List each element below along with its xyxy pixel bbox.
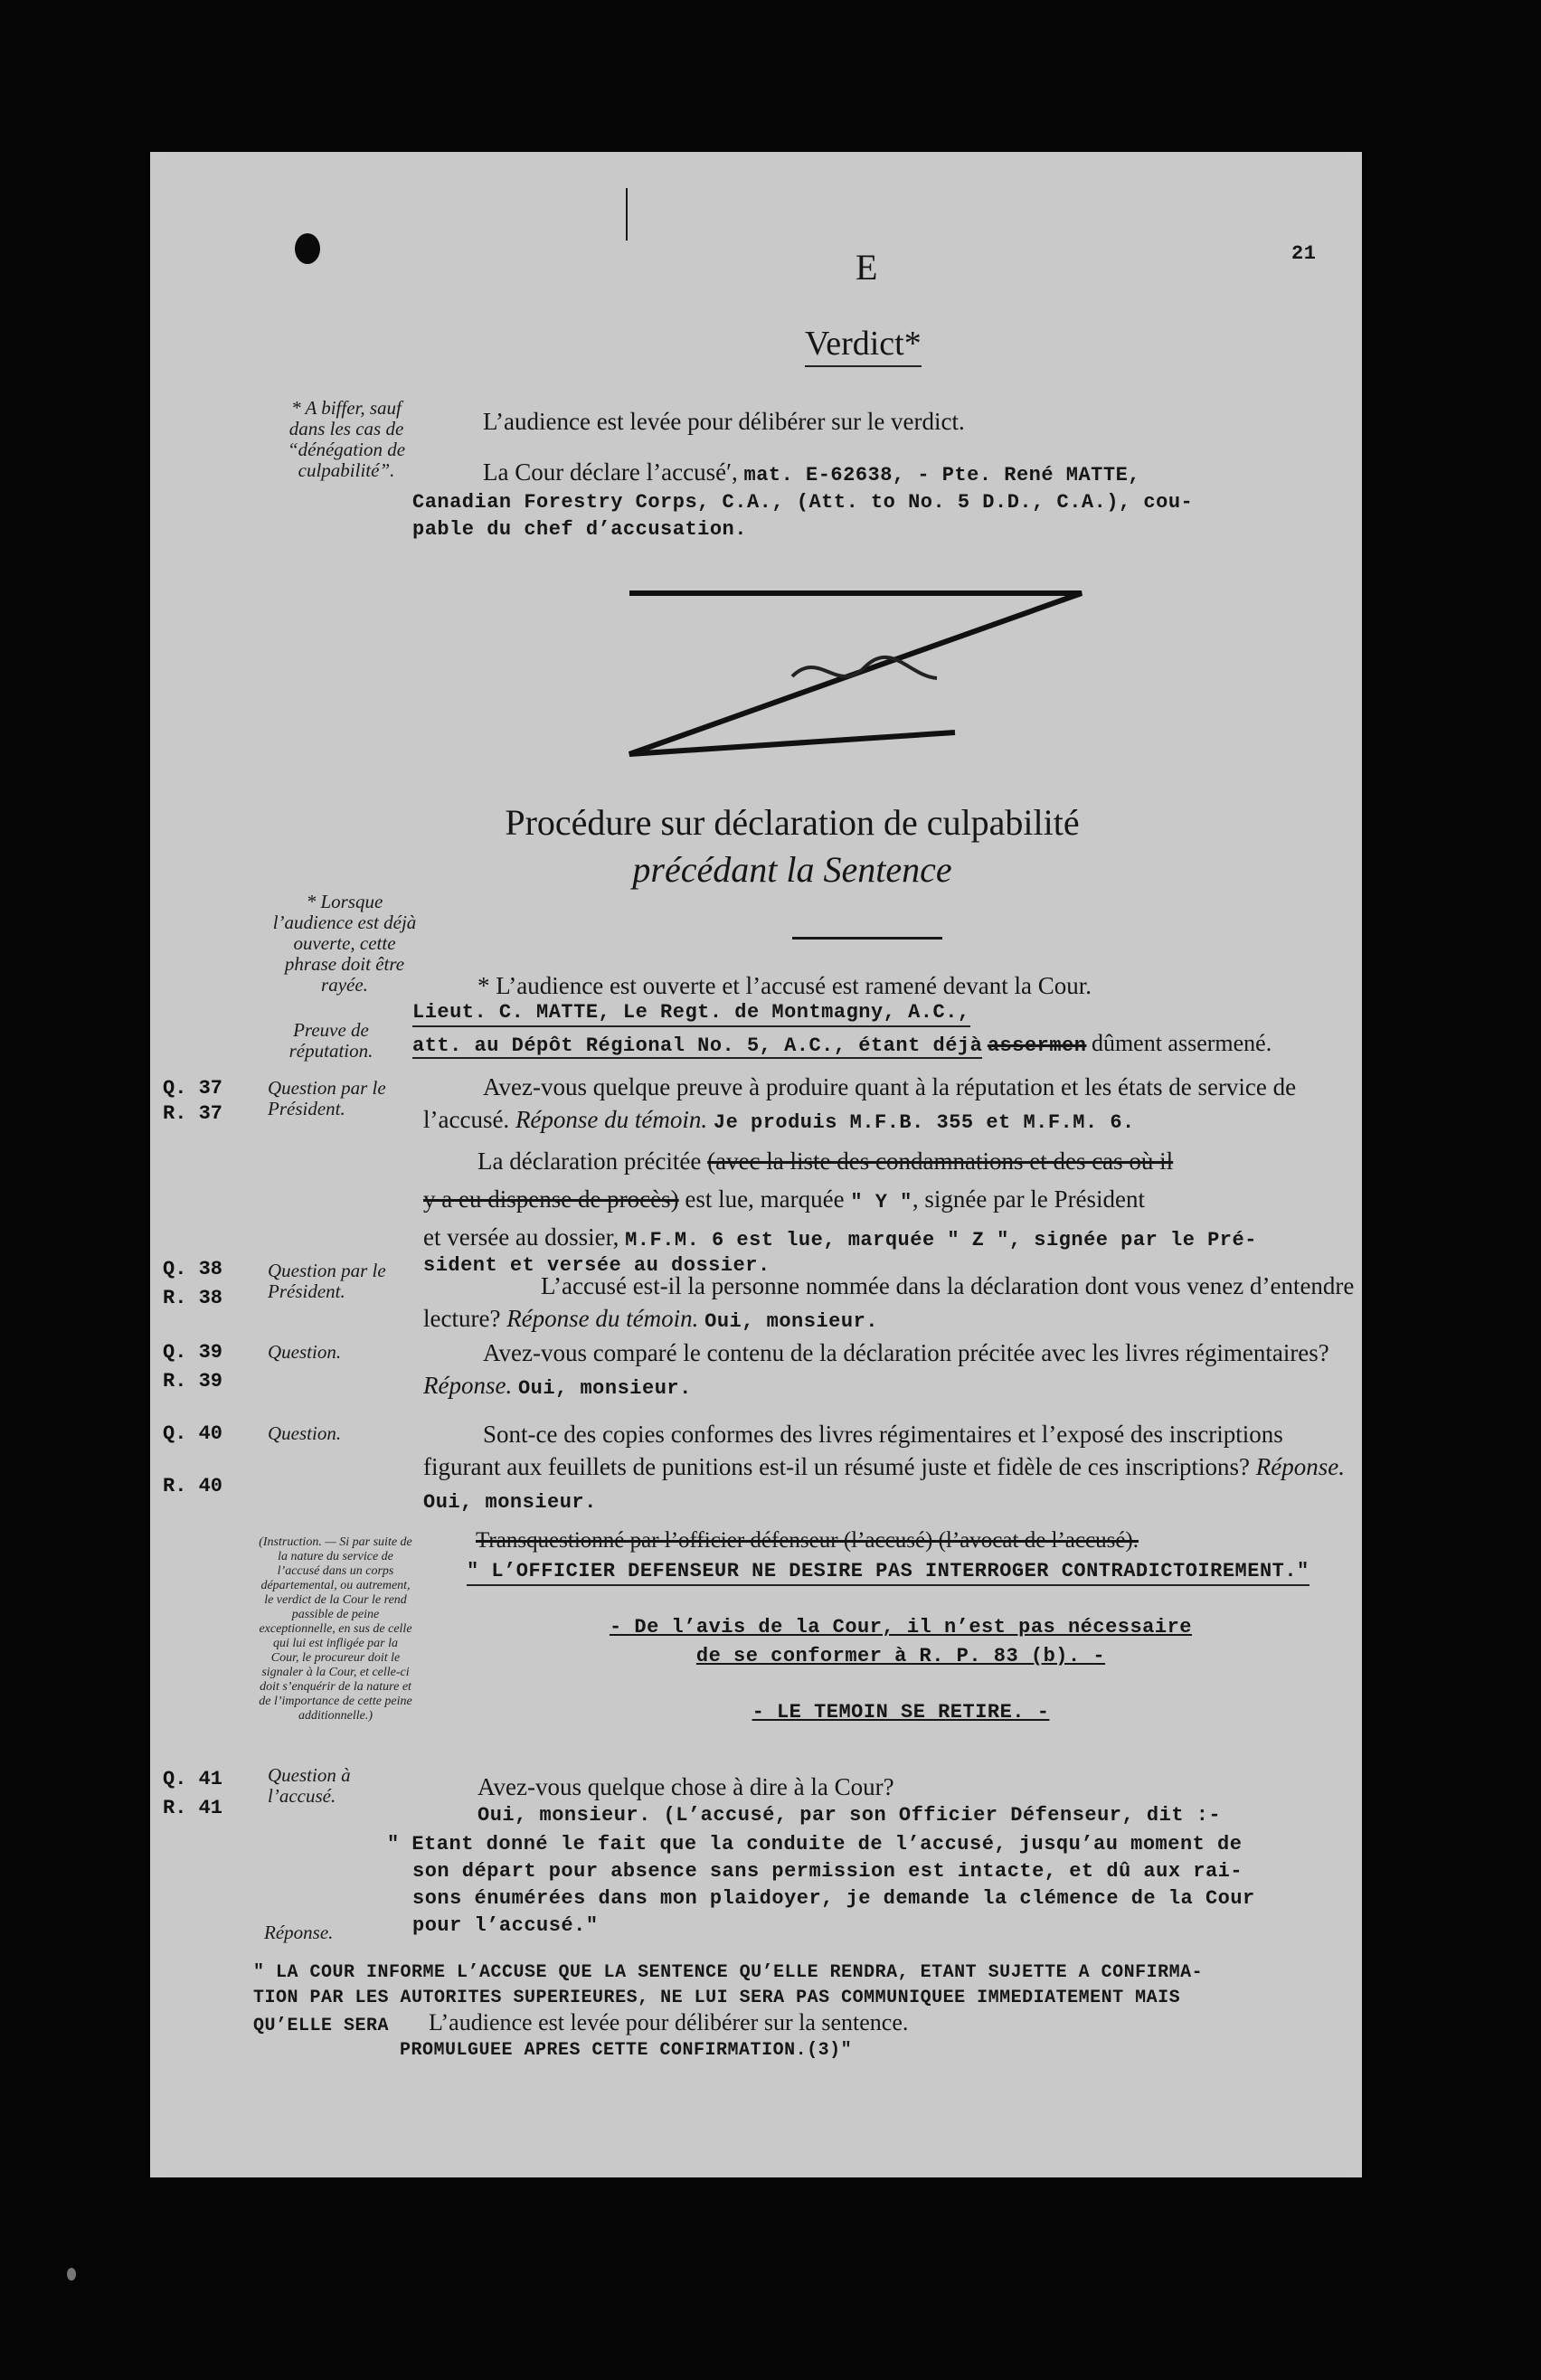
q37-text <box>423 1071 1358 1136</box>
witness-struck: assermen <box>987 1034 1087 1057</box>
declaration-printed-start: La déclaration précitée <box>477 1148 702 1175</box>
q39-text <box>423 1336 1358 1402</box>
declaration-typed-line4: sident et versée au dossier. <box>423 1254 770 1277</box>
court-opinion-2: de se conformer à R. P. 83 (b). - <box>695 1645 1106 1667</box>
reputation-margin-note: Preuve de réputation. <box>288 1019 373 1062</box>
closing-1: " LA COUR INFORME L’ACCUSE QUE LA SENTENCE QU’ELLE RENDRA, ETANT SUJETTE A CONFIRMA- <box>253 1962 1204 1983</box>
r38-label: R. 38 <box>163 1287 223 1309</box>
procedure-title: Procédure sur déclaration de culpabilité <box>505 802 1080 843</box>
q40-answer: Oui, monsieur. <box>423 1491 597 1514</box>
q39-answer-label: Réponse. <box>423 1372 513 1399</box>
title-underline <box>792 937 942 940</box>
q37-answer: Je produis M.F.B. 355 et M.F.M. 6. <box>713 1111 1135 1134</box>
closing-3-printed: L’audience est levée pour délibérer sur la sentence. <box>429 2009 909 2035</box>
q38-label: Q. 38 <box>163 1258 223 1280</box>
q41-answer-5: pour l’accusé." <box>412 1914 599 1937</box>
r41-label: R. 41 <box>163 1797 223 1819</box>
opening-line: * L’audience est ouverte et l’accusé est ramené devant la Cour. <box>477 972 1092 999</box>
verdict-line2-printed: La Cour déclare l’accuséʹ, <box>483 458 738 486</box>
q38-printed: L’accusé est-il la personne nommée dans la déclaration dont vous venez d’entendre lecture? <box>423 1272 1355 1332</box>
edge-mark <box>67 2268 76 2281</box>
ink-blot <box>295 233 320 264</box>
q41-printed: Avez-vous quelque chose à dire à la Cour? <box>477 1773 894 1800</box>
q38-text <box>423 1270 1358 1335</box>
q41-answer-4: sons énumérées dans mon plaidoyer, je demande la clémence de la Cour <box>412 1887 1255 1910</box>
q39-label: Q. 39 <box>163 1341 223 1364</box>
witness-line1: Lieut. C. MATTE, Le Regt. de Montmagny, A.C., <box>412 1000 970 1027</box>
closing-4: PROMULGUEE APRES CETTE CONFIRMATION.(3)" <box>400 2040 853 2061</box>
verdict-line1: L’audience est levée pour délibérer sur le verdict. <box>483 408 965 435</box>
z-cancellation-mark <box>611 577 1100 767</box>
declaration-line1 <box>477 1145 1173 1177</box>
document-page <box>150 152 1362 2177</box>
declaration-printed-mid: est lue, marquée <box>685 1185 845 1213</box>
q41-margin: Question à l’accusé. <box>268 1764 351 1807</box>
verdict-line2 <box>483 456 1140 488</box>
cross-exam-struck: Transquestionné par l’officier défenseur (l’accusé) (l’avocat de l’accusé). <box>476 1528 1139 1553</box>
cross-exam-typed: " L’OFFICIER DEFENSEUR NE DESIRE PAS INTERROGER CONTRADICTOIREMENT." <box>467 1559 1309 1586</box>
q38-margin: Question par le Président. <box>268 1260 386 1302</box>
q41-answer-2: " Etant donné le fait que la conduite de l’accusé, jusqu’au moment de <box>387 1833 1243 1856</box>
declaration-struck-1: (avec la liste des condamnations et des cas où il <box>707 1148 1174 1175</box>
r40-label: R. 40 <box>163 1475 223 1497</box>
q41-answer-1: Oui, monsieur. (L’accusé, par son Officier Défenseur, dit :- <box>477 1804 1222 1827</box>
witness-line2 <box>412 1031 1272 1059</box>
q41-answer-3: son départ pour absence sans permission est intacte, et dû aux rai- <box>412 1860 1243 1883</box>
q39-printed: Avez-vous comparé le contenu de la déclaration précitée avec les livres régimentaires? <box>483 1339 1329 1366</box>
witness-line2-typed: att. au Dépôt Régional No. 5, A.C., étant déjà <box>412 1034 983 1057</box>
witness-retires: - LE TEMOIN SE RETIRE. - <box>752 1701 1050 1724</box>
binding-mark <box>626 188 628 241</box>
q38-answer-label: Réponse du témoin. <box>506 1305 699 1332</box>
q38-answer: Oui, monsieur. <box>704 1310 878 1333</box>
q40-margin: Question. <box>268 1422 342 1444</box>
declaration-printed-line3: et versée au dossier, <box>423 1223 619 1251</box>
closing-3 <box>253 2009 908 2036</box>
closing-2: TION PAR LES AUTORITES SUPERIEURES, NE LUI SERA PAS COMMUNIQUEE IMMEDIATEMENT MAIS <box>253 1988 1181 2008</box>
q37-printed: Avez-vous quelque preuve à produire quant à la réputation et les états de service de l’accusé. <box>423 1073 1297 1133</box>
r39-label: R. 39 <box>163 1370 223 1393</box>
declaration-line3 <box>423 1221 1257 1253</box>
declaration-mark: " Y " <box>850 1191 912 1214</box>
q40-printed: Sont-ce des copies conformes des livres régimentaires et l’exposé des inscriptions figurant aux feuillets de punitions est-il un résumé juste et fidèle de ces inscriptions? <box>423 1421 1283 1480</box>
verdict-margin-note: * A biffer, sauf dans les cas de “dénégation de culpabilité”. <box>287 397 406 481</box>
procedure-subtitle: précédant la Sentence <box>632 849 952 890</box>
page-number: 21 <box>1291 242 1317 265</box>
response-label: Réponse. <box>264 1922 334 1943</box>
verdict-line3: Canadian Forestry Corps, C.A., (Att. to No. 5 D.D., C.A.), cou- <box>412 491 1194 514</box>
witness-line2-printed: dûment assermené. <box>1091 1030 1272 1056</box>
q41-label: Q. 41 <box>163 1768 223 1790</box>
instruction-note: (Instruction. — Si par suite de la nature du service de l’accusé dans un corps départemental, ou autrement, le verdict de la Cour le rend passible de peine exceptionnelle, en sus de celle qui lui est infligée par la Cour, le procureur doit le signaler à la Cour, et celle-ci doit s’enquérir de la nature et de l’importance de cette peine additionnelle.) <box>259 1535 412 1723</box>
closing-3-typed: QU’ELLE SERA <box>253 2016 390 2036</box>
verdict-title: Verdict* <box>805 324 922 367</box>
q39-answer: Oui, monsieur. <box>517 1377 692 1400</box>
declaration-struck-2: y a eu dispense de procès) <box>423 1185 679 1213</box>
q37-margin: Question par le Président. <box>268 1077 386 1119</box>
section-letter: E <box>856 247 878 288</box>
declaration-line2 <box>423 1183 1145 1215</box>
verdict-line4: pable du chef d’accusation. <box>412 518 747 541</box>
q40-answer-label: Réponse. <box>1255 1453 1345 1480</box>
r37-label: R. 37 <box>163 1102 223 1125</box>
declaration-typed-line3: M.F.M. 6 est lue, marquée " Z ", signée par le Pré- <box>625 1229 1257 1251</box>
q37-answer-label: Réponse du témoin. <box>515 1106 708 1133</box>
declaration-printed-end: , signée par le Président <box>912 1185 1146 1213</box>
q40-label: Q. 40 <box>163 1422 223 1445</box>
q37-label: Q. 37 <box>163 1077 223 1100</box>
q40-text <box>423 1418 1358 1516</box>
opening-margin-note: * Lorsque l’audience est déjà ouverte, cette phrase doit être rayée. <box>272 891 417 996</box>
court-opinion-1: - De l’avis de la Cour, il n’est pas nécessaire <box>609 1616 1192 1639</box>
verdict-line2-typed: mat. E-62638, - Pte. René MATTE, <box>743 464 1140 486</box>
q39-margin: Question. <box>268 1341 342 1363</box>
